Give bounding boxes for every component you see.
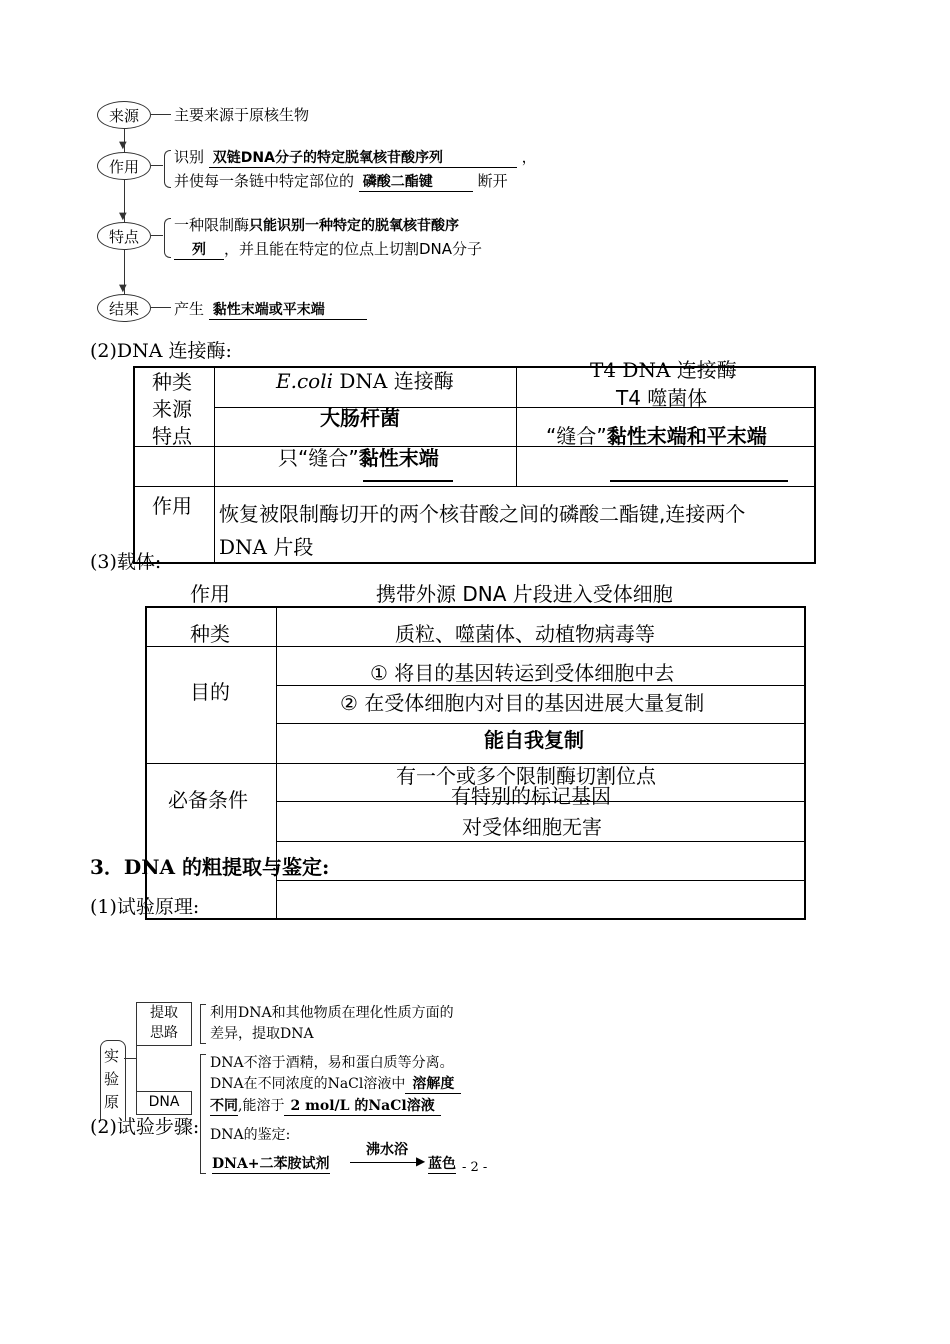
vector-label-purpose: 目的 [190, 680, 230, 704]
label-source: 来源 [152, 397, 192, 421]
dna-line-3-fill-1: 不同 [210, 1095, 238, 1116]
brace [164, 150, 171, 188]
reaction-left: DNA+二苯胺试剂 [212, 1153, 330, 1174]
t4-feature-underline [610, 480, 788, 482]
vector-value-types: 质粒、噬菌体、动植物病毒等 [395, 622, 655, 646]
result-fill: 黏性末端或平末端 [209, 299, 367, 320]
dna-line-3-mid: ,能溶于 [238, 1098, 285, 1114]
idea-box [136, 1002, 192, 1046]
dna-line-3-fill-2: 2 mol/L 的NaCl溶液 [284, 1095, 440, 1116]
t4-ligase-name: T4 DNA 连接酶 [590, 358, 737, 382]
dna-line-3 [210, 1095, 441, 1116]
dna-line-2-fill: 溶解度 [405, 1073, 461, 1094]
feature-line-1 [174, 214, 459, 235]
label-type: 种类 [152, 370, 192, 394]
feature-fill-2: 列 [174, 239, 224, 260]
function-prefix: 识别 [174, 148, 205, 166]
vector-purpose-1: ① 将目的基因转运到受体细胞中去 [370, 661, 675, 685]
grid-line [133, 486, 816, 487]
side-label-char: 实 [104, 1047, 120, 1065]
t4-feature-fill: 黏性末端和平末端 [606, 424, 767, 448]
arrow-down-icon: ▼ [119, 283, 127, 294]
flow-node-source: 来源 [97, 101, 151, 129]
vector-label-types: 种类 [190, 622, 230, 646]
dna-bracket [200, 1054, 206, 1174]
grid-line [516, 366, 517, 486]
dash-line [151, 307, 171, 308]
brace [164, 218, 171, 258]
t4-source: T4 噬菌体 [616, 386, 708, 410]
vector-purpose-2: ② 在受体细胞内对目的基因进展大量复制 [340, 691, 705, 715]
connector [124, 1058, 136, 1059]
vector-condition-3: 有特别的标记基因 [451, 784, 611, 808]
ligase-function-line-1: 恢复被限制酶切开的两个核苷酸之间的磷酸二酯键,连接两个 [219, 502, 746, 526]
reaction-arrow [350, 1162, 420, 1163]
feature-suffix: ，并且能在特定的位点上切割DNA分子 [224, 240, 483, 258]
function-line-2 [174, 170, 508, 192]
feature-line-2 [174, 238, 482, 260]
grid-line [276, 841, 806, 842]
function-suffix-2: 断开 [477, 172, 508, 190]
label-function: 作用 [152, 494, 192, 518]
ligase-function-line-2: DNA 片段 [219, 535, 314, 559]
dash-line [151, 165, 163, 166]
function-line-1 [174, 146, 537, 168]
vector-label-conditions: 必备条件 [168, 788, 248, 812]
ecoli-ligase-name [276, 365, 454, 394]
dna-box: DNA [136, 1091, 192, 1115]
ecoli-source: 大肠杆菌 [320, 406, 400, 430]
vector-label-function: 作用 [190, 582, 230, 606]
ligase-heading: (2)DNA 连接酶: [90, 340, 232, 362]
idea-text-2: 差异，提取DNA [210, 1026, 314, 1042]
identify-text: DNA的鉴定: [210, 1127, 291, 1143]
flow-node-feature: 特点 [97, 222, 151, 250]
feature-prefix: 一种限制酶 [174, 216, 250, 234]
vector-condition-4: 对受体细胞无害 [462, 815, 602, 839]
vector-condition-1: 能自我复制 [484, 728, 584, 752]
side-label-char: 原 [104, 1093, 120, 1111]
dna-line-2 [210, 1073, 461, 1094]
ecoli-feature-underline [363, 480, 453, 482]
ecoli-feature-fill: 黏性末端 [358, 446, 439, 470]
grid-line [214, 407, 816, 408]
dash-line [151, 235, 163, 236]
vector-heading: (3)载体: [90, 551, 162, 573]
arrow-right-icon: ▶ [416, 1154, 426, 1168]
vector-condition-2: 有一个或多个限制酶切割位点 [396, 764, 656, 788]
page-number: - 2 - [462, 1160, 488, 1175]
side-label-char: 验 [104, 1070, 120, 1088]
function-suffix: ， [521, 148, 537, 166]
dna-line-2-prefix: DNA在不同浓度的NaCl溶液中 [210, 1076, 406, 1092]
feature-fill: 只能识别一种特定的脱氧核苷酸序 [249, 218, 460, 234]
reaction-condition: 沸水浴 [366, 1142, 408, 1158]
reaction-right: 蓝色 [428, 1153, 456, 1174]
label-feature: 特点 [152, 424, 192, 448]
principle-heading: (1)试验原理: [90, 896, 200, 918]
t4-feature-prefix: “缝合” [546, 424, 607, 448]
flow-node-function: 作用 [97, 152, 151, 180]
dna-line-1: DNA不溶于酒精，易和蛋白质等分离。 [210, 1055, 454, 1071]
ecoli-feature [278, 442, 439, 471]
idea-box-line: 思路 [150, 1025, 178, 1041]
grid-line [276, 880, 806, 881]
result-line [174, 298, 367, 320]
source-text: 主要来源于原核生物 [174, 106, 310, 124]
arrow-down-icon: ▼ [119, 211, 127, 222]
idea-box-line: 提取 [150, 1005, 178, 1021]
dash-line [151, 114, 171, 115]
idea-text-1: 利用DNA和其他物质在理化性质方面的 [210, 1005, 454, 1021]
ecoli-feature-prefix: 只“缝合” [278, 446, 359, 470]
grid-line [214, 366, 215, 564]
arrow-down-icon: ▼ [119, 140, 127, 151]
ecoli-rest: DNA 连接酶 [333, 369, 454, 393]
idea-bracket [200, 1004, 206, 1044]
function-fill-target: 双链DNA分子的特定脱氧核苷酸序列 [209, 147, 517, 168]
function-fill-bond: 磷酸二酯键 [359, 171, 473, 192]
function-prefix-2: 并使每一条链中特定部位的 [174, 172, 355, 190]
result-prefix: 产生 [174, 300, 205, 318]
vector-value-function: 携带外源 DNA 片段进入受体细胞 [376, 582, 673, 606]
dna-section-heading: 3．DNA 的粗提取与鉴定: [90, 855, 330, 879]
t4-feature [546, 420, 767, 449]
flow-node-result: 结果 [97, 294, 151, 322]
ecoli-italic: E.coli [276, 369, 333, 393]
steps-heading: (2)试验步骤: [90, 1116, 200, 1138]
